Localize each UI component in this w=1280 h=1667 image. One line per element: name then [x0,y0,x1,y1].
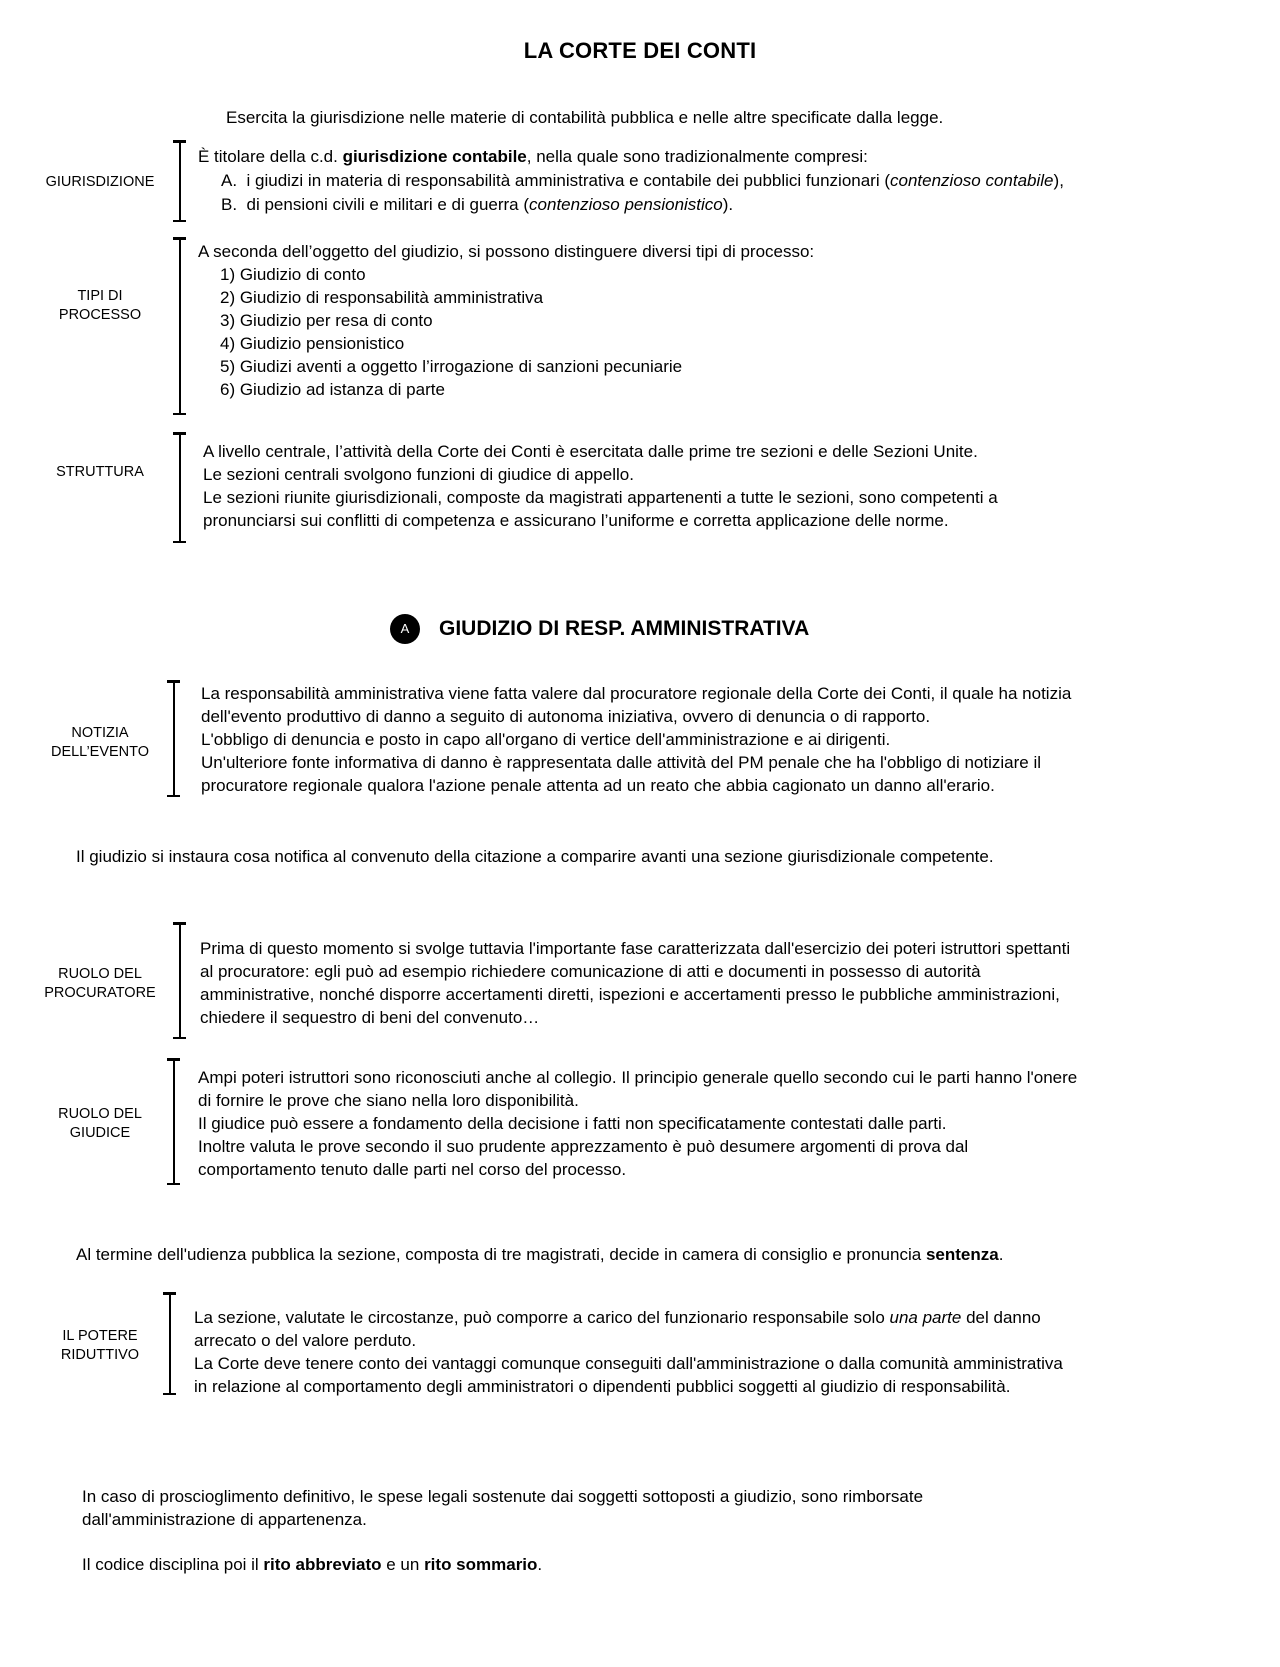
section-a-badge: A [390,614,420,644]
label-tipi-processo: TIPI DI PROCESSO [58,288,142,323]
label-ruolo-procuratore: RUOLO DEL PROCURATORE [44,966,156,1001]
procuratore-line: chiedere il sequestro di beni del convenuto… [200,1008,540,1027]
rito-text: Il codice disciplina poi il rito abbreviato e un rito sommario. [82,1555,543,1574]
bracket-struttura [179,432,181,543]
tipi-intro: A seconda dell’oggetto del giudizio, si possono distinguere diversi tipi di processo: [198,242,815,261]
list-item: 3) Giudizio per resa di conto [220,311,433,330]
giudice-line: Inoltre valuta le prove secondo il suo prudente apprezzamento è può desumere argomenti di prova dal [198,1137,969,1156]
instaura-text: Il giudizio si instaura cosa notifica al convenuto della citazione a comparire avanti una sezione giurisdizionale competente. [76,847,994,866]
list-item: 2) Giudizio di responsabilità amministrativa [220,288,544,307]
struttura-line: pronunciarsi sui conflitti di competenza e assicurano l’uniforme e corretta applicazione delle norme. [203,511,949,530]
bracket-tipi-processo [179,237,181,415]
notizia-line: procuratore regionale qualora l'azione penale attenta ad un reato che abbia cagionato un danno all'erario. [201,776,995,795]
notizia-line: dell'evento produttivo di danno a seguito di autonoma iniziativa, ovvero di denuncia o di rapporto. [201,707,931,726]
procuratore-line: amministrative, nonché disporre accertamenti diretti, ispezioni e accertamenti presso le pubbliche amministrazioni, [200,985,1060,1004]
bracket-procuratore [179,922,181,1039]
termine-text: Al termine dell'udienza pubblica la sezione, composta di tre magistrati, decide in camera di consiglio e pronuncia sentenza. [76,1245,1004,1264]
struttura-line: A livello centrale, l’attività della Corte dei Conti è esercitata dalle prime tre sezioni e delle Sezioni Unite. [203,442,978,461]
page-title: LA CORTE DEI CONTI [523,38,757,63]
intro-text: Esercita la giurisdizione nelle materie di contabilità pubblica e nelle altre specificate dalla legge. [226,108,944,127]
list-item: 1) Giudizio di conto [220,265,366,284]
struttura-line: Le sezioni riunite giurisdizionali, composte da magistrati appartenenti a tutte le sezioni, sono competenti a [203,488,998,507]
notizia-line: La responsabilità amministrativa viene fatta valere dal procuratore regionale della Corte dei Conti, il quale ha notizia [201,684,1072,703]
potere-line: La sezione, valutate le circostanze, può comporre a carico del funzionario responsabile solo una parte del danno [194,1308,1041,1327]
proscioglimento-line: dall'amministrazione di appartenenza. [82,1510,367,1529]
giudice-line: di fornire le prove che siano nella loro disponibilità. [198,1091,579,1110]
bracket-giurisdizione [179,140,181,222]
bracket-notizia [173,680,175,797]
notizia-line: L'obbligo di denuncia e posto in capo all'organo di vertice dell'amministrazione e ai dirigenti. [201,730,891,749]
label-ruolo-giudice: RUOLO DEL GIUDICE [58,1106,142,1141]
label-giurisdizione: GIURISDIZIONE [45,174,155,190]
giurisdizione-item-b: B. di pensioni civili e militari e di guerra (contenzioso pensionistico). [221,195,734,214]
procuratore-line: al procuratore: egli può ad esempio richiedere comunicazione di atti e documenti in possesso di autorità [200,962,981,981]
label-struttura: STRUTTURA [56,464,144,480]
proscioglimento-line: In caso di proscioglimento definitivo, le spese legali sostenute dai soggetti sottoposti a giudizio, sono rimborsate [82,1487,924,1506]
list-item: 4) Giudizio pensionistico [220,334,405,353]
struttura-line: Le sezioni centrali svolgono funzioni di giudice di appello. [203,465,634,484]
giudice-line: Il giudice può essere a fondamento della decisione i fatti non specificatamente contestati dalle parti. [198,1114,947,1133]
list-item: 5) Giudizi aventi a oggetto l’irrogazione di sanzioni pecuniarie [220,357,683,376]
bracket-giudice [173,1058,175,1185]
giurisdizione-line1: È titolare della c.d. giurisdizione contabile, nella quale sono tradizionalmente compresi: [198,147,868,166]
bracket-potere [169,1292,171,1395]
notizia-line: Un'ulteriore fonte informativa di danno è rappresentata dalle attività del PM penale che ha l'obbligo di notiziare il [201,753,1041,772]
procuratore-line: Prima di questo momento si svolge tuttavia l'importante fase caratterizzata dall'esercizio dei poteri istruttori spettanti [200,939,1071,958]
giudice-line: comportamento tenuto dalle parti nel corso del processo. [198,1160,627,1179]
giurisdizione-item-a: A. i giudizi in materia di responsabilità amministrativa e contabile dei pubblici funzionari (contenzioso contabile), [221,171,1064,190]
label-potere-riduttivo: IL POTERE RIDUTTIVO [60,1328,140,1363]
label-notizia-evento: NOTIZIA DELL’EVENTO [50,725,150,760]
potere-line: arrecato o del valore perduto. [194,1331,417,1350]
potere-line: in relazione al comportamento degli amministratori o dipendenti pubblici soggetti al giudizio di responsabilità. [194,1377,1011,1396]
giudice-line: Ampi poteri istruttori sono riconosciuti anche al collegio. Il principio generale quello secondo cui le parti hanno l'onere [198,1068,1078,1087]
section-a-heading: GIUDIZIO DI RESP. AMMINISTRATIVA [439,617,810,640]
list-item: 6) Giudizio ad istanza di parte [220,380,445,399]
potere-line: La Corte deve tenere conto dei vantaggi comunque conseguiti dall'amministrazione o dalla comunità amministrativa [194,1354,1063,1373]
